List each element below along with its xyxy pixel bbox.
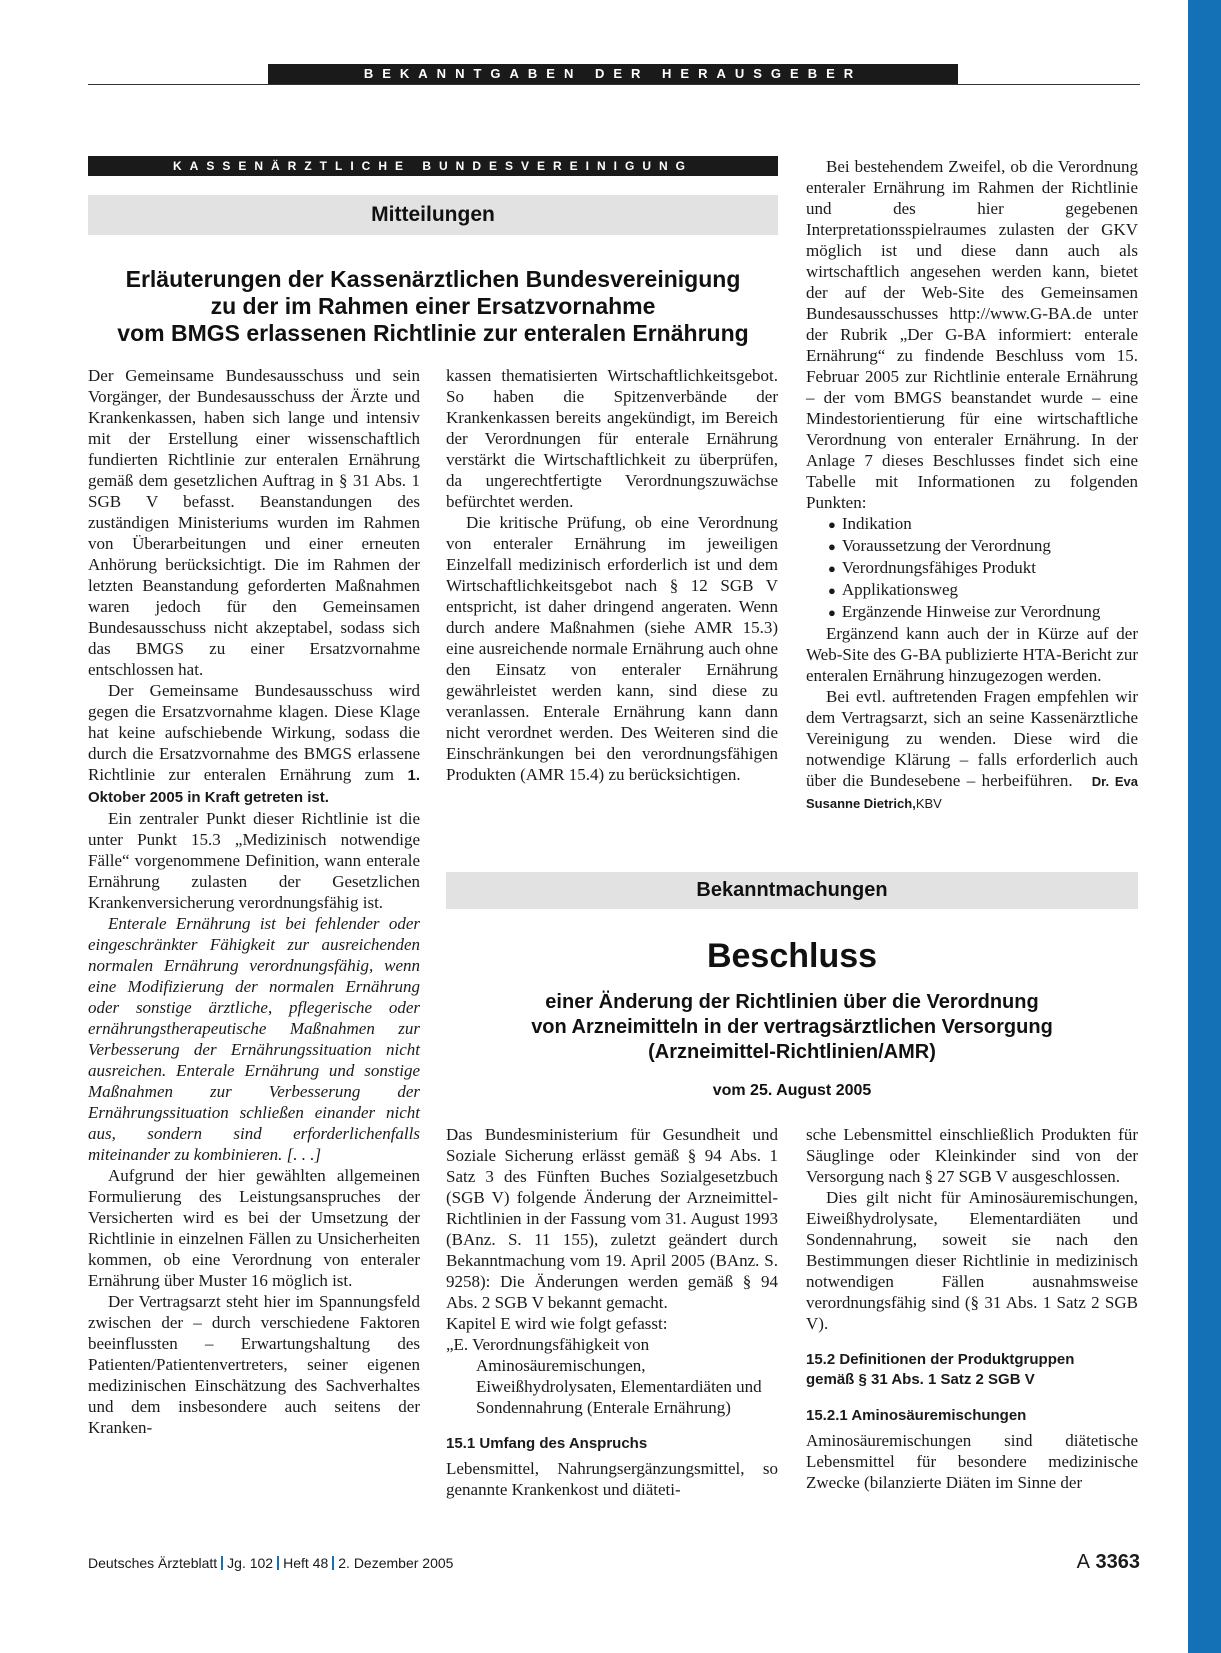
paragraph: Lebensmittel, Nahrungsergänzungsmittel, so genannte Krankenkost und diäteti- (446, 1459, 778, 1499)
subtitle-line: von Arzneimitteln in der vertragsärztlichen Versorgung (531, 1016, 1053, 1038)
footer-separator (221, 1556, 223, 1570)
subtitle-line: (Arzneimittel-Richtlinien/AMR) (648, 1041, 936, 1063)
heading-line: 15.2 Definitionen der Produktgruppen (806, 1351, 1075, 1368)
paragraph: Der Gemeinsame Bundesausschuss und sein Vorgänger, der Bundesausschuss der Ärzte und Krankenkassen, haben sich lange und intensiv mit der Erstellung einer wissenschaftlich fundierten Richtlinie zur enteralen Ernährung gemäß dem gesetzlichen Auftrag in § 31 Abs. 1 SGB V befasst. Beanstandungen des zuständigen Ministeriums wurden im Rahmen von Überarbeitungen und einer erneuten Anhörung berücksichtigt. Die im Rahmen der letzten Beanstandung geforderten Maßnahmen waren jedoch für den Gemeinsamen Bundesausschuss nicht akzeptabel, sodass sich das BMGS zu einer Ersatzvornahme entschlossen hat. (88, 366, 420, 679)
list-item: ● Applikationsweg (828, 579, 1138, 601)
section-label-mitteilungen: Mitteilungen (88, 195, 778, 235)
subtitle-line: einer Änderung der Richtlinien über die Verordnung (545, 991, 1039, 1013)
article1-column-3 (806, 156, 1138, 814)
page-number (1077, 1551, 1140, 1574)
page-footer (88, 1551, 1140, 1579)
title-line: vom BMGS erlassenen Richtlinie zur enteralen Ernährung (117, 320, 749, 346)
footer-separator (332, 1556, 334, 1570)
paragraph: Ein zentraler Punkt dieser Richtlinie ist die unter Punkt 15.3 „Medizinisch notwendige Fälle“ vorgenommene Definition, wann enterale Ernährung zulasten der Gesetzlichen Krankenversicherung verordnungsfähig ist. (88, 809, 420, 912)
paragraph (88, 680, 420, 808)
quote-paragraph: Enterale Ernährung ist bei fehlender oder eingeschränkter Fähigkeit zur ausreichenden normalen Ernährung verordnungsfähig, wenn eine Modifizierung der normalen Ernährung oder sonstige ärztliche, pflegerische oder ernährungstherapeutische Maßnahmen zur Verbesserung der Ernährungssituation nicht ausreichen. Enterale Ernährung und sonstige Maßnahmen zur Verbesserung der Ernährungssituation schließen einander nicht aus, sondern sind erforderlichenfalls miteinander zu kombinieren. [. . .] (88, 914, 420, 1164)
list-item: ● Ergänzende Hinweise zur Verordnung (828, 601, 1138, 623)
organization-banner: KASSENÄRZTLICHE BUNDESVEREINIGUNG (88, 156, 778, 176)
article1-title (88, 266, 778, 347)
heading-line: gemäß § 31 Abs. 1 Satz 2 SGB V (806, 1371, 1035, 1388)
section-label-bekanntmachungen: Bekanntmachungen (446, 872, 1138, 909)
paragraph: „E. Verordnungsfähigkeit von Aminosäuremischungen, Eiweißhydrolysaten, Elementardiäten und Sondennahrung (Enterale Ernährung) (446, 1335, 762, 1417)
paragraph-bold: 1. Oktober 2005 in Kraft getreten ist. (88, 767, 420, 806)
article2-column-1 (446, 1124, 778, 1500)
paragraph: sche Lebensmittel einschließlich Produkten für Säuglinge oder Kleinkinder sind von der Versorgung nach § 27 SGB V ausgeschlossen. (806, 1125, 1138, 1186)
page-prefix: A (1076, 1551, 1090, 1573)
article1-column-1 (88, 365, 420, 1438)
journal-volume: Jg. 102 (227, 1555, 274, 1571)
journal-issue: Heft 48 (283, 1555, 329, 1571)
article2-title: Beschluss (706, 937, 878, 975)
paragraph-text: Bei evtl. auftretenden Fragen empfehlen wir dem Vertragsarzt, sich an seine Kassenärztliche Vereinigung zu wenden. Diese wird die notwendige Klärung – falls erforderlich auch über die Bundesebene – herbeiführen. (806, 687, 1138, 790)
paragraph: Aufgrund der hier gewählten allgemeinen Formulierung des Leistungsanspruches der Versicherten wird es bei der Umsetzung der Richtlinie in einzelnen Fällen zu Unsicherheiten kommen, ob eine Verordnung von enteraler Ernährung über Muster 16 möglich ist. (88, 1166, 420, 1290)
list-item: ● Indikation (828, 513, 1138, 535)
paragraph: Dies gilt nicht für Aminosäuremischungen, Eiweißhydrolysate, Elementardiäten und Sondennahrung, soweit sie nach den Bestimmungen dieser Richtlinie in medizinisch notwendigen Fällen ausnahmsweise verordnungsfähig sind (§ 31 Abs. 1 Satz 2 SGB V). (806, 1188, 1138, 1333)
author-organization: KBV (915, 796, 942, 811)
section-heading (806, 1350, 1138, 1390)
article2-subtitle (446, 990, 1138, 1065)
author-signature: Dr. Eva Susanne Dietrich, (806, 774, 1138, 811)
paragraph: Der Vertragsarzt steht hier im Spannungsfeld zwischen der – durch verschiedene Faktoren beeinflussten – Erwartungshaltung des Patienten/Patientenvertreters, seiner eigenen medizinischen Einschätzung des Sachverhaltes und dem insbesondere auch seitens der Kranken- (88, 1292, 420, 1437)
paragraph: Die kritische Prüfung, ob eine Verordnung von enteraler Ernährung im jeweiligen Einzelfall medizinisch erforderlich ist und dem Wirtschaftlichkeitsgebot nach § 12 SGB V entspricht, ist daher dringend angeraten. Wenn durch andere Maßnahmen (siehe AMR 15.3) eine ausreichende normale Ernährung auch ohne den Einsatz von enteraler Ernährung gewährleistet werden kann, sind diese zu veranlassen. Enterale Ernährung kann dann nicht verordnet werden. Des Weiteren sind die Einschränkungen bei den verordnungsfähigen Produkten (AMR 15.4) zu berücksichtigen. (446, 513, 778, 784)
paragraph: kassen thematisierten Wirtschaftlichkeitsgebot. So haben die Spitzenverbände der Krankenkassen bereits angekündigt, im Bereich der Verordnungen für enterale Ernährung verstärkt die Wirtschaftlichkeit zu überprüfen, da ungerechtfertigte Verordnungszuwächse befürchtet werden. (446, 366, 778, 511)
issue-date: 2. Dezember 2005 (338, 1555, 454, 1571)
list-item: ● Verordnungsfähiges Produkt (828, 557, 1138, 579)
paragraph: Bei bestehendem Zweifel, ob die Verordnung enteraler Ernährung im Rahmen der Richtlinie und des hier gegebenen Interpretationsspielraumes zulasten der GKV möglich ist und diese dann auch als wirtschaftlich angesehen werden kann, bietet der auf der Web-Site des Gemeinsamen Bundesausschusses http://www.G-BA.de unter der Rubrik „Der G-BA informiert: enterale Ernährung“ zu findende Beschluss vom 15. Februar 2005 zur Richtlinie enterale Ernährung – der vom BMGS beanstandet wurde – eine Mindestorientierung für eine wirtschaftliche Verordnung von enteraler Ernährung. In der Anlage 7 dieses Beschlusses findet sich eine Tabelle mit Informationen zu folgenden Punkten: (806, 157, 1138, 512)
list-item: ● Voraussetzung der Verordnung (828, 535, 1138, 557)
article2-date: vom 25. August 2005 (712, 1082, 872, 1099)
journal-name: Deutsches Ärzteblatt (88, 1555, 218, 1571)
title-line: zu der im Rahmen einer Ersatzvornahme (210, 293, 656, 319)
top-rule (88, 84, 1140, 85)
subsection-heading: 15.2.1 Aminosäuremischungen (806, 1407, 1027, 1424)
sidebar-color-strip (1188, 0, 1221, 1653)
section-banner: BEKANNTGABEN DER HERAUSGEBER (268, 64, 958, 84)
title-line: Erläuterungen der Kassenärztlichen Bundesvereinigung (125, 266, 741, 292)
bullet-list (806, 513, 1138, 623)
paragraph-text: Der Gemeinsame Bundesausschuss wird gegen die Ersatzvornahme klagen. Diese Klage hat keine aufschiebende Wirkung, sodass die durch die Ersatzvornahme des BMGS erlassene Richtlinie zur enteralen Ernährung zum (88, 681, 420, 784)
paragraph: Das Bundesministerium für Gesundheit und Soziale Sicherung erlässt gemäß § 94 Abs. 1 Satz 3 des Fünften Buches Sozialgesetzbuch (SGB V) folgende Änderung der Arzneimittel-Richtlinien in der Fassung vom 31. August 1993 (BAnz. S. 11 155), zuletzt geändert durch Bekanntmachung vom 19. April 2005 (BAnz. S. 9258): Die Änderungen werden gemäß § 94 Abs. 2 SGB V bekannt gemacht. (446, 1125, 778, 1312)
section-heading: 15.1 Umfang des Anspruchs (446, 1435, 648, 1452)
paragraph: Ergänzend kann auch der in Kürze auf der Web-Site des G-BA publizierte HTA-Bericht zur enteralen Ernährung hinzugezogen werden. (806, 624, 1138, 685)
article1-column-2 (446, 365, 778, 785)
article2-column-2 (806, 1124, 1138, 1493)
paragraph: Kapitel E wird wie folgt gefasst: (446, 1314, 668, 1333)
paragraph: Aminosäuremischungen sind diätetische Lebensmittel für besondere medizinische Zwecke (bilanzierte Diäten im Sinne der (806, 1431, 1138, 1492)
paragraph (806, 686, 1138, 814)
page-number-value: 3363 (1095, 1551, 1140, 1573)
footer-separator (277, 1556, 279, 1570)
